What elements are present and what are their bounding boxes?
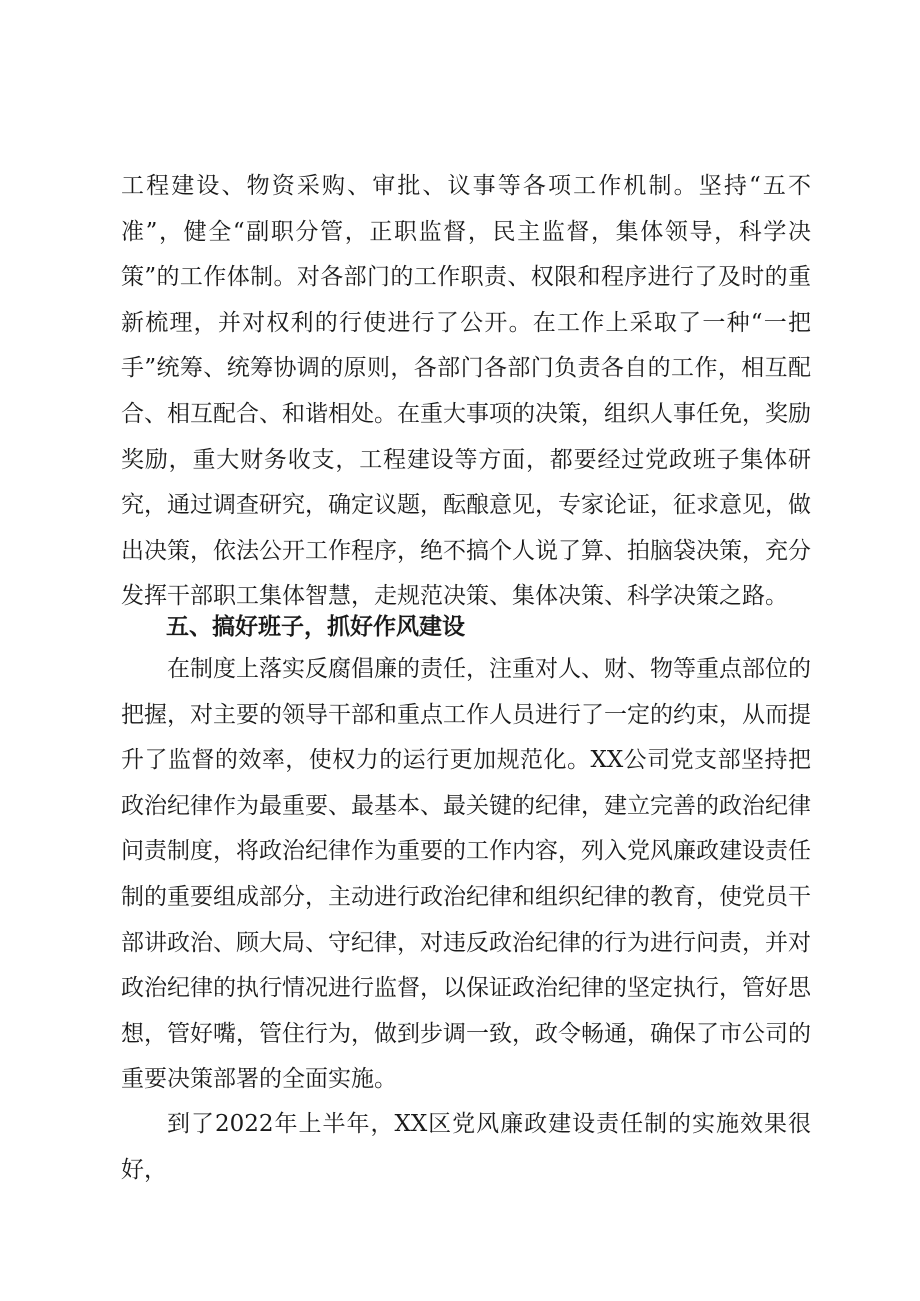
section-heading: 五、搞好班子，抓好作风建设 <box>166 614 465 640</box>
body-paragraph-2 <box>121 647 811 1103</box>
paragraph-text: 工程建设、物资采购、审批、议事等各项工作机制。坚持“五不准”，健全“副职分管，正职监督，民主监督，集体领导，科学决策”的工作体制。对各部门的工作职责、权限和程序进行了及时的重新梳理，并对权利的行使进行了公开。在工作上采取了一种“一把手”统筹、统筹协调的原则，各部门各部门负责各自的工作，相互配合、相互配合、和谐相处。在重大事项的决策，组织人事任免，奖励奖励，重大财务收支，工程建设等方面，都要经过党政班子集体研究，通过调查研究，确定议题，酝酿意见，专家论证，征求意见，做出决策，依法公开工作程序，绝不搞个人说了算、拍脑袋决策，充分发挥干部职工集体智慧，走规范决策、集体决策、科学决策之路。 <box>121 173 811 610</box>
body-paragraph-1 <box>121 164 811 620</box>
body-paragraph-3 <box>121 1102 811 1193</box>
paragraph-text: 到了2022年上半年，XX区党风廉政建设责任制的实施效果很好， <box>121 1111 811 1183</box>
paragraph-text: 在制度上落实反腐倡廉的责任，注重对人、财、物等重点部位的把握，对主要的领导干部和重点工作人员进行了一定的约束，从而提升了监督的效率，使权力的运行更加规范化。XX公司党支部坚持把政治纪律作为最重要、最基本、最关键的纪律，建立完善的政治纪律问责制度，将政治纪律作为重要的工作内容，列入党风廉政建设责任制的重要组成部分，主动进行政治纪律和组织纪律的教育，使党员干部讲政治、顾大局、守纪律，对违反政治纪律的行为进行问责，并对政治纪律的执行情况进行监督，以保证政治纪律的坚定执行，管好思想，管好嘴，管住行为，做到步调一致，政令畅通，确保了市公司的重要决策部署的全面实施。 <box>121 656 811 1093</box>
